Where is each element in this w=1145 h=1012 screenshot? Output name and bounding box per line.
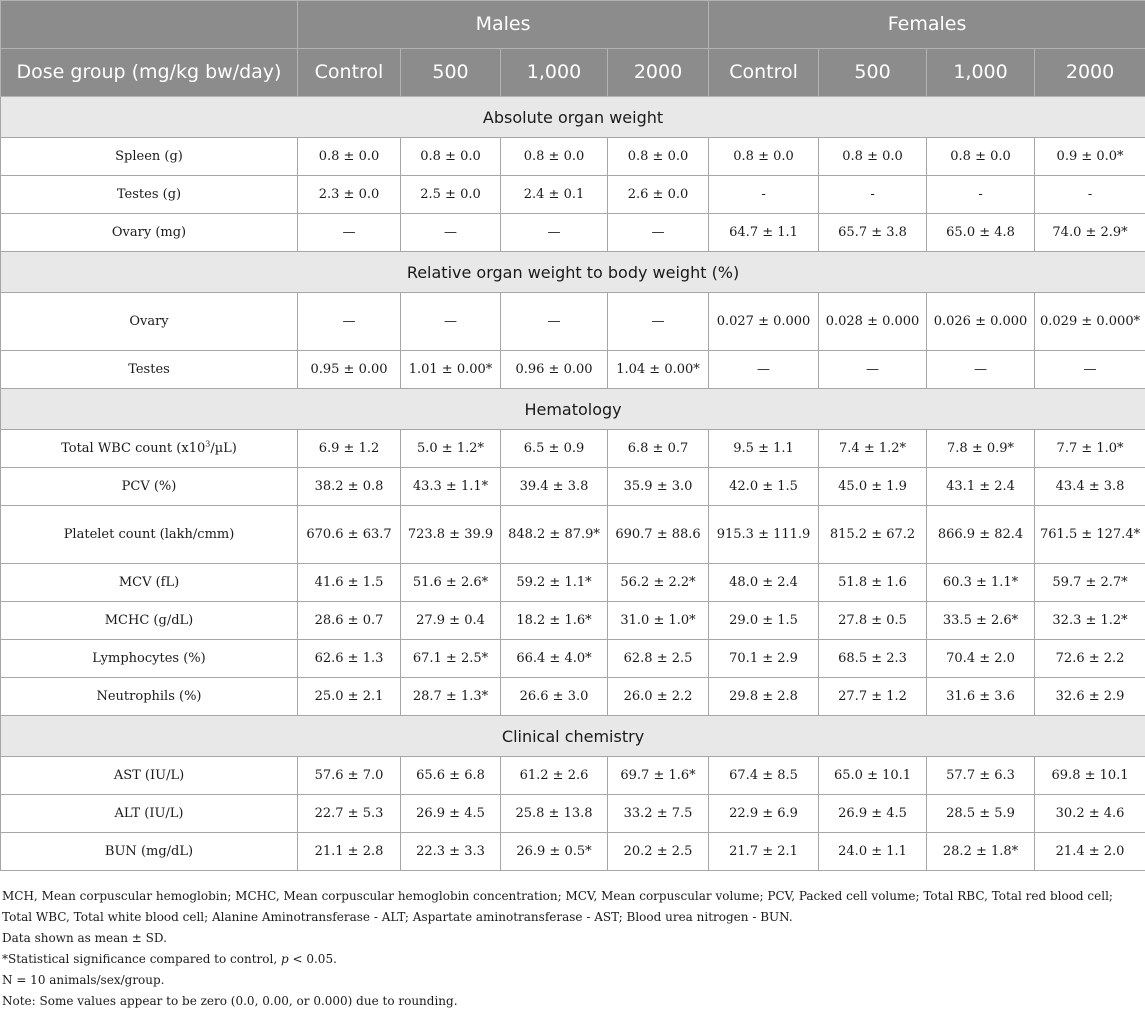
header-group-females: Females: [709, 1, 1145, 49]
table-cell: 1.01 ± 0.00*: [401, 351, 501, 389]
table-cell: 28.2 ± 1.8*: [927, 833, 1035, 871]
header-dose-cell: 500: [819, 49, 927, 97]
table-cell: 30.2 ± 4.6: [1035, 795, 1145, 833]
table-cell: 0.8 ± 0.0: [927, 138, 1035, 176]
table-row: [1, 757, 1145, 795]
row-label: Platelet count (lakh/cmm): [1, 506, 298, 564]
table-cell: 68.5 ± 2.3: [819, 640, 927, 678]
table-header: [1, 1, 1145, 97]
table-cell: 27.9 ± 0.4: [401, 602, 501, 640]
row-label: Testes (g): [1, 176, 298, 214]
table-cell: 24.0 ± 1.1: [819, 833, 927, 871]
table-cell: 5.0 ± 1.2*: [401, 430, 501, 468]
row-label: [1, 430, 298, 468]
table-cell: 26.6 ± 3.0: [501, 678, 608, 716]
table-cell: 26.9 ± 0.5*: [501, 833, 608, 871]
table-cell: —: [709, 351, 819, 389]
table-cell: 27.7 ± 1.2: [819, 678, 927, 716]
row-label: MCHC (g/dL): [1, 602, 298, 640]
table-row: [1, 351, 1145, 389]
table-cell: 0.95 ± 0.00: [298, 351, 401, 389]
table-cell: 0.8 ± 0.0: [501, 138, 608, 176]
table-cell: —: [819, 351, 927, 389]
table-cell: 43.1 ± 2.4: [927, 468, 1035, 506]
row-label: Testes: [1, 351, 298, 389]
table-cell: —: [608, 293, 709, 351]
table-body: [1, 97, 1145, 871]
table-cell: 43.4 ± 3.8: [1035, 468, 1145, 506]
table-cell: 60.3 ± 1.1*: [927, 564, 1035, 602]
table-cell: -: [927, 176, 1035, 214]
table-cell: -: [1035, 176, 1145, 214]
table-row: [1, 640, 1145, 678]
table-cell: 33.2 ± 7.5: [608, 795, 709, 833]
table-cell: 26.0 ± 2.2: [608, 678, 709, 716]
table-cell: —: [927, 351, 1035, 389]
table-cell: 2.5 ± 0.0: [401, 176, 501, 214]
table-cell: 0.027 ± 0.000: [709, 293, 819, 351]
table-cell: 66.4 ± 4.0*: [501, 640, 608, 678]
table-cell: 42.0 ± 1.5: [709, 468, 819, 506]
table-cell: -: [819, 176, 927, 214]
table-cell: 62.8 ± 2.5: [608, 640, 709, 678]
table-cell: 59.2 ± 1.1*: [501, 564, 608, 602]
header-group-row: [1, 1, 1145, 49]
table-cell: 64.7 ± 1.1: [709, 214, 819, 252]
header-dose-label: Dose group (mg/kg bw/day): [1, 49, 298, 97]
table-cell: 51.8 ± 1.6: [819, 564, 927, 602]
table-cell: 2.4 ± 0.1: [501, 176, 608, 214]
table-cell: 29.0 ± 1.5: [709, 602, 819, 640]
row-label: PCV (%): [1, 468, 298, 506]
row-label-text: Total WBC count (x10: [61, 441, 205, 456]
table-cell: —: [401, 214, 501, 252]
table-cell: 21.1 ± 2.8: [298, 833, 401, 871]
table-cell: 38.2 ± 0.8: [298, 468, 401, 506]
table-cell: 65.7 ± 3.8: [819, 214, 927, 252]
section-title: Hematology: [1, 389, 1145, 430]
header-blank-cell: [1, 1, 298, 49]
table-cell: 2.6 ± 0.0: [608, 176, 709, 214]
footnote-significance-threshold: < 0.05.: [289, 952, 337, 966]
header-dose-cell: 500: [401, 49, 501, 97]
table-cell: 0.8 ± 0.0: [298, 138, 401, 176]
table-cell: —: [298, 293, 401, 351]
table-cell: 62.6 ± 1.3: [298, 640, 401, 678]
table-cell: 9.5 ± 1.1: [709, 430, 819, 468]
table-cell: 70.1 ± 2.9: [709, 640, 819, 678]
table-cell: 0.96 ± 0.00: [501, 351, 608, 389]
table-footnotes: [2, 886, 1142, 1012]
table-cell: —: [298, 214, 401, 252]
table-row: [1, 564, 1145, 602]
header-dose-row: [1, 49, 1145, 97]
table-cell: 28.6 ± 0.7: [298, 602, 401, 640]
header-dose-cell: Control: [298, 49, 401, 97]
section-row-chemistry: [1, 716, 1145, 757]
table-cell: 670.6 ± 63.7: [298, 506, 401, 564]
table-cell: 21.4 ± 2.0: [1035, 833, 1145, 871]
table-row: [1, 795, 1145, 833]
table-cell: 22.9 ± 6.9: [709, 795, 819, 833]
table-cell: 723.8 ± 39.9: [401, 506, 501, 564]
table-cell: 0.029 ± 0.000*: [1035, 293, 1145, 351]
table-cell: 72.6 ± 2.2: [1035, 640, 1145, 678]
table-cell: 65.6 ± 6.8: [401, 757, 501, 795]
table-cell: 69.8 ± 10.1: [1035, 757, 1145, 795]
table-cell: 25.0 ± 2.1: [298, 678, 401, 716]
table-cell: 0.9 ± 0.0*: [1035, 138, 1145, 176]
row-label: Spleen (g): [1, 138, 298, 176]
table-cell: 31.6 ± 3.6: [927, 678, 1035, 716]
table-row: [1, 138, 1145, 176]
table-cell: 74.0 ± 2.9*: [1035, 214, 1145, 252]
table-cell: 25.8 ± 13.8: [501, 795, 608, 833]
header-dose-cell: Control: [709, 49, 819, 97]
table-cell: 27.8 ± 0.5: [819, 602, 927, 640]
table-row: [1, 214, 1145, 252]
table-cell: 45.0 ± 1.9: [819, 468, 927, 506]
table-cell: 33.5 ± 2.6*: [927, 602, 1035, 640]
row-label: BUN (mg/dL): [1, 833, 298, 871]
table-cell: 2.3 ± 0.0: [298, 176, 401, 214]
table-cell: 35.9 ± 3.0: [608, 468, 709, 506]
table-cell: 761.5 ± 127.4*: [1035, 506, 1145, 564]
table-cell: 7.4 ± 1.2*: [819, 430, 927, 468]
table-cell: 48.0 ± 2.4: [709, 564, 819, 602]
header-dose-cell: 2000: [1035, 49, 1145, 97]
table-cell: 51.6 ± 2.6*: [401, 564, 501, 602]
table-cell: 1.04 ± 0.00*: [608, 351, 709, 389]
footnote-sample-size: N = 10 animals/sex/group.: [2, 970, 1142, 991]
table-cell: 21.7 ± 2.1: [709, 833, 819, 871]
table-cell: 0.026 ± 0.000: [927, 293, 1035, 351]
footnote-abbreviations: MCH, Mean corpuscular hemoglobin; MCHC, Mean corpuscular hemoglobin concentration; MCV, Mean corpuscular volume; PCV, Packed cell volume; Total RBC, Total red blood cell; Total WBC, Total white blood cell; Alanine Aminotransferase - ALT; Aspartate aminotransferase - AST; Blood urea nitrogen - BUN.: [2, 886, 1142, 928]
table-row: [1, 430, 1145, 468]
table-cell: 29.8 ± 2.8: [709, 678, 819, 716]
table-cell: 0.028 ± 0.000: [819, 293, 927, 351]
section-title: Absolute organ weight: [1, 97, 1145, 138]
table-cell: 20.2 ± 2.5: [608, 833, 709, 871]
table-cell: 0.8 ± 0.0: [608, 138, 709, 176]
table-cell: —: [501, 214, 608, 252]
table-cell: 7.8 ± 0.9*: [927, 430, 1035, 468]
table-cell: 41.6 ± 1.5: [298, 564, 401, 602]
row-label: Lymphocytes (%): [1, 640, 298, 678]
table-cell: 26.9 ± 4.5: [401, 795, 501, 833]
footnote-significance-text: *Statistical significance compared to control,: [2, 952, 281, 966]
section-title: Clinical chemistry: [1, 716, 1145, 757]
row-label: Ovary (mg): [1, 214, 298, 252]
table-cell: 65.0 ± 10.1: [819, 757, 927, 795]
footnote-rounding: Note: Some values appear to be zero (0.0, 0.00, or 0.000) due to rounding.: [2, 991, 1142, 1012]
header-dose-cell: 2000: [608, 49, 709, 97]
footnote-significance: [2, 949, 1142, 970]
table-cell: 65.0 ± 4.8: [927, 214, 1035, 252]
section-title: Relative organ weight to body weight (%): [1, 252, 1145, 293]
table-cell: 690.7 ± 88.6: [608, 506, 709, 564]
table-cell: 6.5 ± 0.9: [501, 430, 608, 468]
table-cell: 7.7 ± 1.0*: [1035, 430, 1145, 468]
table-cell: 43.3 ± 1.1*: [401, 468, 501, 506]
table-cell: 70.4 ± 2.0: [927, 640, 1035, 678]
table-row: [1, 468, 1145, 506]
table-row: [1, 678, 1145, 716]
table-cell: —: [501, 293, 608, 351]
section-row-absolute: [1, 97, 1145, 138]
table-cell: 32.6 ± 2.9: [1035, 678, 1145, 716]
header-dose-cell: 1,000: [927, 49, 1035, 97]
section-row-relative: [1, 252, 1145, 293]
table-cell: 22.3 ± 3.3: [401, 833, 501, 871]
table-cell: 26.9 ± 4.5: [819, 795, 927, 833]
table-cell: 57.7 ± 6.3: [927, 757, 1035, 795]
row-label: MCV (fL): [1, 564, 298, 602]
table-row: [1, 833, 1145, 871]
table-cell: 6.9 ± 1.2: [298, 430, 401, 468]
table-cell: 866.9 ± 82.4: [927, 506, 1035, 564]
table-row: [1, 293, 1145, 351]
table-row: [1, 176, 1145, 214]
header-dose-cell: 1,000: [501, 49, 608, 97]
table-cell: —: [401, 293, 501, 351]
row-label: Ovary: [1, 293, 298, 351]
footnote-data-shown: Data shown as mean ± SD.: [2, 928, 1142, 949]
table-cell: 31.0 ± 1.0*: [608, 602, 709, 640]
row-label-unit: /µL): [210, 441, 237, 456]
table-cell: 28.7 ± 1.3*: [401, 678, 501, 716]
row-label: ALT (IU/L): [1, 795, 298, 833]
table-cell: —: [1035, 351, 1145, 389]
table-cell: 0.8 ± 0.0: [709, 138, 819, 176]
row-label: Neutrophils (%): [1, 678, 298, 716]
table-cell: 69.7 ± 1.6*: [608, 757, 709, 795]
section-row-hematology: [1, 389, 1145, 430]
table-cell: 815.2 ± 67.2: [819, 506, 927, 564]
table-cell: 848.2 ± 87.9*: [501, 506, 608, 564]
table-cell: 0.8 ± 0.0: [401, 138, 501, 176]
table-cell: 39.4 ± 3.8: [501, 468, 608, 506]
table-cell: 915.3 ± 111.9: [709, 506, 819, 564]
table-cell: —: [608, 214, 709, 252]
table-cell: -: [709, 176, 819, 214]
table-cell: 32.3 ± 1.2*: [1035, 602, 1145, 640]
table-row: [1, 602, 1145, 640]
table-cell: 56.2 ± 2.2*: [608, 564, 709, 602]
table-cell: 28.5 ± 5.9: [927, 795, 1035, 833]
footnote-p-symbol: p: [281, 952, 289, 966]
table-cell: 67.1 ± 2.5*: [401, 640, 501, 678]
header-group-males: Males: [298, 1, 709, 49]
table-cell: 61.2 ± 2.6: [501, 757, 608, 795]
table-row: [1, 506, 1145, 564]
table-cell: 0.8 ± 0.0: [819, 138, 927, 176]
table-cell: 18.2 ± 1.6*: [501, 602, 608, 640]
table-cell: 6.8 ± 0.7: [608, 430, 709, 468]
row-label-superscript: 3: [205, 440, 210, 449]
table-cell: 67.4 ± 8.5: [709, 757, 819, 795]
table-cell: 22.7 ± 5.3: [298, 795, 401, 833]
table-cell: 57.6 ± 7.0: [298, 757, 401, 795]
table-cell: 59.7 ± 2.7*: [1035, 564, 1145, 602]
row-label: AST (IU/L): [1, 757, 298, 795]
